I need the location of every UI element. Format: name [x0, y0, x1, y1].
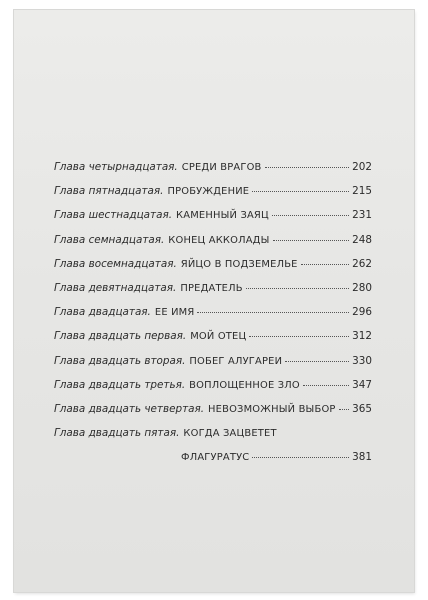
chapter-title: КАМЕННЫЙ ЗАЯЦ — [176, 210, 269, 222]
chapter-title: ЕЕ ИМЯ — [154, 307, 195, 319]
dot-leader — [252, 457, 349, 458]
chapter-label: Глава двадцать третья. — [54, 378, 186, 391]
page-number: 202 — [352, 161, 372, 173]
page-number: 312 — [352, 330, 372, 343]
table-of-contents — [54, 161, 372, 475]
dot-leader — [339, 409, 350, 410]
chapter-label: Глава четырнадцатая. — [54, 161, 178, 173]
toc-entry — [54, 234, 372, 258]
dot-leader — [197, 312, 349, 313]
page-number: 280 — [352, 281, 372, 294]
chapter-label: Глава шестнадцатая. — [54, 209, 173, 222]
chapter-label: Глава восемнадцатая. — [54, 257, 177, 270]
book-page — [14, 10, 414, 592]
page-number: 365 — [352, 402, 372, 415]
toc-entry — [54, 282, 372, 306]
toc-entry — [54, 330, 372, 354]
dot-leader — [246, 288, 349, 289]
chapter-label: Глава двадцать пятая. — [54, 427, 180, 440]
dot-leader — [285, 361, 349, 362]
chapter-label: Глава двадцать вторая. — [54, 354, 186, 367]
dot-leader — [273, 240, 350, 241]
chapter-title-continuation: ФЛАГУРАТУС — [181, 452, 250, 464]
toc-entry-continuation — [54, 451, 372, 475]
chapter-label: Глава двадцатая. — [54, 306, 151, 319]
dot-leader — [301, 264, 350, 265]
page-number: 347 — [352, 378, 372, 391]
toc-entry — [54, 161, 372, 185]
chapter-title: КОГДА ЗАЦВЕТЕТ — [183, 428, 277, 440]
page-number: 248 — [352, 233, 372, 246]
chapter-title: НЕВОЗМОЖНЫЙ ВЫБОР — [208, 403, 336, 415]
toc-entry — [54, 209, 372, 233]
toc-entry — [54, 379, 372, 403]
dot-leader — [249, 336, 349, 337]
page-number: 381 — [352, 451, 372, 464]
page-number: 231 — [352, 209, 372, 222]
page-number: 215 — [352, 185, 372, 198]
chapter-title: ЯЙЦО В ПОДЗЕМЕЛЬЕ — [180, 258, 298, 270]
chapter-label: Глава семнадцатая. — [54, 233, 165, 246]
chapter-title: МОЙ ОТЕЦ — [190, 331, 247, 343]
toc-entry — [54, 258, 372, 282]
toc-entry — [54, 185, 372, 209]
dot-leader — [303, 385, 349, 386]
chapter-title: СРЕДИ ВРАГОВ — [181, 162, 262, 173]
chapter-title: ПОБЕГ АЛУГАРЕИ — [189, 355, 283, 367]
dot-leader — [252, 191, 349, 192]
toc-entry — [54, 427, 372, 451]
toc-entry — [54, 403, 372, 427]
dot-leader — [272, 215, 349, 216]
chapter-label: Глава двадцать первая. — [54, 330, 187, 343]
page-number: 296 — [352, 306, 372, 319]
toc-entry — [54, 306, 372, 330]
chapter-title: ПРЕДАТЕЛЬ — [180, 282, 243, 294]
chapter-title: ПРОБУЖДЕНИЕ — [167, 186, 250, 198]
page-number: 262 — [352, 257, 372, 270]
toc-entry — [54, 355, 372, 379]
chapter-label: Глава пятнадцатая. — [54, 185, 164, 198]
chapter-title: КОНЕЦ АККОЛАДЫ — [168, 234, 270, 246]
page-number: 330 — [352, 354, 372, 367]
chapter-label: Глава девятнадцатая. — [54, 281, 177, 294]
chapter-label: Глава двадцать четвертая. — [54, 402, 205, 415]
dot-leader — [265, 167, 350, 168]
chapter-title: ВОПЛОЩЕННОЕ ЗЛО — [189, 379, 300, 391]
